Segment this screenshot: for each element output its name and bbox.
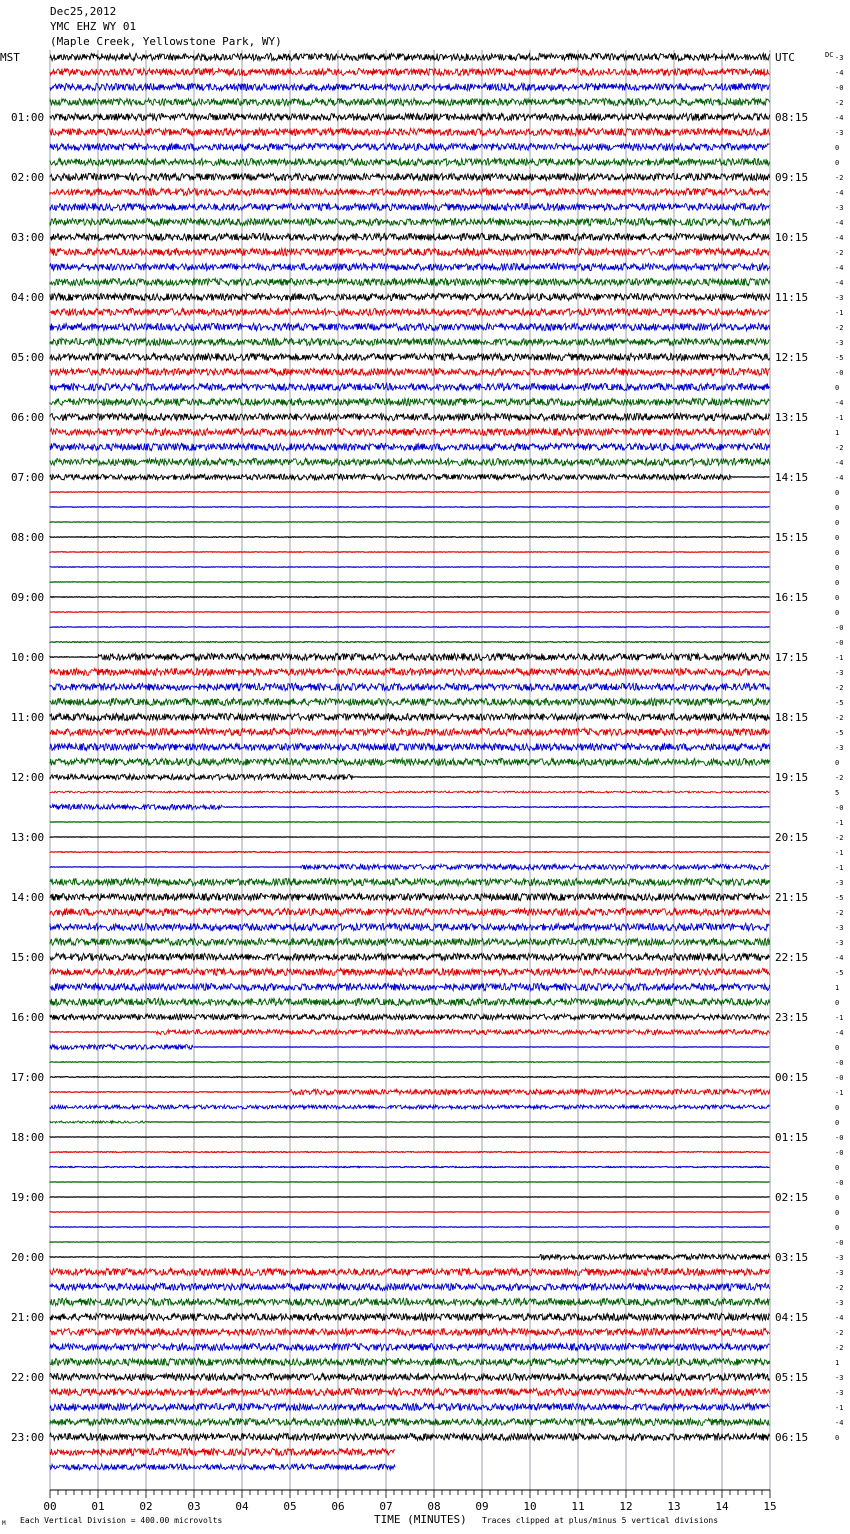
- trace-row-49-seg-0: [50, 791, 770, 793]
- utc-label: UTC: [775, 51, 795, 64]
- dc-offset-label: -2: [835, 774, 844, 782]
- trace-row-14-seg-0: [50, 263, 770, 270]
- trace-row-47-seg-0: [50, 758, 770, 765]
- dc-offset-label: -5: [835, 729, 844, 737]
- x-tick-label: 00: [43, 1500, 57, 1513]
- trace-row-88-seg-0: [50, 1373, 770, 1380]
- x-axis-title: TIME (MINUTES): [374, 1513, 467, 1526]
- trace-row-27-seg-0: [50, 458, 770, 465]
- dc-offset-label: 0: [835, 504, 840, 512]
- dc-offset-label: 0: [835, 579, 840, 587]
- dc-offset-label: 0: [835, 1044, 840, 1052]
- trace-row-46-seg-0: [50, 743, 770, 750]
- dc-offset-label: -2: [835, 909, 844, 917]
- trace-row-91-seg-0: [50, 1418, 770, 1425]
- dc-offset-label: 0: [835, 1209, 840, 1217]
- x-tick-label: 14: [715, 1500, 729, 1513]
- dc-offset-label: 5: [835, 789, 840, 797]
- dc-offset-label: -5: [835, 354, 844, 362]
- mst-label: 06:00: [11, 411, 45, 424]
- trace-row-33-seg-0: [50, 552, 770, 553]
- dc-offset-label: -1: [835, 309, 844, 317]
- mst-label: 08:00: [11, 531, 45, 544]
- x-tick-label: 03: [187, 1500, 201, 1513]
- dc-offset-header: DC: [825, 51, 834, 59]
- header-station: YMC EHZ WY 01: [50, 20, 137, 33]
- utc-label: 20:15: [775, 831, 809, 844]
- trace-row-80-seg-1: [540, 1254, 770, 1260]
- trace-row-89-seg-0: [50, 1388, 770, 1395]
- dc-offset-label: -3: [835, 669, 844, 677]
- dc-offset-label: 0: [835, 999, 840, 1007]
- mst-axis-title: MST: [0, 51, 20, 64]
- clip-note: Traces clipped at plus/minus 5 vertical divisions: [482, 1516, 719, 1525]
- mst-label: 21:00: [11, 1311, 45, 1324]
- dc-offset-label: -0: [835, 624, 844, 632]
- dc-offset-label: -3: [835, 939, 844, 947]
- utc-label: 15:15: [775, 531, 809, 544]
- mst-label: 16:00: [11, 1011, 45, 1024]
- utc-label: 13:15: [775, 411, 809, 424]
- utc-label: 14:15: [775, 471, 809, 484]
- mst-label: 04:00: [11, 291, 45, 304]
- dc-offset-label: -0: [835, 1149, 844, 1157]
- trace-row-3-seg-0: [50, 98, 770, 105]
- dc-offset-label: -4: [835, 69, 844, 77]
- dc-offset-label: 0: [835, 1434, 840, 1442]
- dc-offset-label: -1: [835, 819, 844, 827]
- trace-row-4-seg-0: [50, 113, 770, 120]
- header-location: (Maple Creek, Yellowstone Park, WY): [50, 35, 282, 48]
- trace-row-42-seg-0: [50, 683, 770, 690]
- trace-row-65-seg-1: [156, 1030, 770, 1035]
- dc-offset-label: -4: [835, 459, 844, 467]
- dc-offset-label: -2: [835, 249, 844, 257]
- dc-offset-label: -3: [835, 294, 844, 302]
- trace-row-41-seg-0: [50, 668, 770, 675]
- dc-offset-label: -5: [835, 894, 844, 902]
- x-tick-label: 05: [283, 1500, 297, 1513]
- utc-label: 11:15: [775, 291, 809, 304]
- dc-offset-label: -1: [835, 1089, 844, 1097]
- trace-row-81-seg-0: [50, 1268, 770, 1275]
- dc-offset-label: -0: [835, 1074, 844, 1082]
- dc-offset-label: -0: [835, 1239, 844, 1247]
- dc-offset-label: -4: [835, 1029, 844, 1037]
- scale-note: Each Vertical Division = 400.00 microvolts: [20, 1516, 223, 1525]
- trace-row-53-seg-0: [50, 852, 770, 853]
- dc-offset-label: -1: [835, 414, 844, 422]
- dc-offset-label: -3: [835, 744, 844, 752]
- trace-row-40-seg-1: [98, 653, 769, 660]
- dc-offset-label: -3: [835, 1269, 844, 1277]
- trace-row-43-seg-0: [50, 698, 770, 705]
- dc-offset-label: -4: [835, 474, 844, 482]
- mst-label: 10:00: [11, 651, 45, 664]
- dc-offset-label: -2: [835, 444, 844, 452]
- x-tick-label: 12: [619, 1500, 633, 1513]
- trace-row-44-seg-0: [50, 713, 770, 720]
- trace-row-36-seg-0: [50, 597, 770, 598]
- x-tick-label: 04: [235, 1500, 249, 1513]
- dc-offset-label: 0: [835, 564, 840, 572]
- dc-offset-label: -3: [835, 1389, 844, 1397]
- dc-offset-label: 0: [835, 1104, 840, 1112]
- utc-label: 19:15: [775, 771, 809, 784]
- utc-label: 06:15: [775, 1431, 809, 1444]
- trace-row-69-seg-0: [50, 1092, 289, 1093]
- utc-label: 10:15: [775, 231, 809, 244]
- trace-row-63-seg-0: [50, 998, 770, 1005]
- dc-offset-label: -3: [835, 204, 844, 212]
- trace-row-85-seg-0: [50, 1328, 770, 1335]
- trace-row-24-seg-0: [50, 413, 770, 420]
- dc-offset-label: -4: [835, 279, 844, 287]
- trace-row-1-seg-0: [50, 68, 770, 75]
- dc-offset-label: -0: [835, 1179, 844, 1187]
- dc-offset-label: -3: [835, 1374, 844, 1382]
- trace-row-15-seg-0: [50, 278, 770, 285]
- trace-row-87-seg-0: [50, 1358, 770, 1365]
- header-date: Dec25,2012: [50, 5, 117, 18]
- mst-label: 12:00: [11, 771, 45, 784]
- utc-label: 17:15: [775, 651, 809, 664]
- trace-row-73-seg-0: [50, 1152, 770, 1153]
- trace-row-82-seg-0: [50, 1283, 770, 1290]
- dc-offset-label: 0: [835, 1194, 840, 1202]
- x-tick-label: 13: [667, 1500, 681, 1513]
- dc-offset-label: 0: [835, 1119, 840, 1127]
- utc-label: 08:15: [775, 111, 809, 124]
- trace-row-86-seg-0: [50, 1343, 770, 1350]
- dc-offset-label: -4: [835, 234, 844, 242]
- trace-row-74-seg-0: [50, 1167, 770, 1168]
- trace-row-39-seg-0: [50, 642, 770, 643]
- trace-row-10-seg-0: [50, 203, 770, 210]
- trace-row-7-seg-0: [50, 158, 770, 165]
- mst-label: 23:00: [11, 1431, 45, 1444]
- trace-row-67-seg-0: [50, 1062, 770, 1063]
- trace-row-55-seg-0: [50, 878, 770, 885]
- utc-label: 03:15: [775, 1251, 809, 1264]
- x-tick-label: 11: [571, 1500, 585, 1513]
- mst-label: 14:00: [11, 891, 45, 904]
- trace-row-60-seg-0: [50, 953, 770, 960]
- trace-row-23-seg-0: [50, 398, 770, 405]
- trace-row-50-seg-0: [50, 804, 222, 810]
- dc-offset-label: 0: [835, 519, 840, 527]
- dc-offset-label: -3: [835, 1299, 844, 1307]
- trace-row-48-seg-1: [352, 777, 769, 778]
- trace-row-22-seg-0: [50, 383, 770, 390]
- trace-row-30-seg-0: [50, 507, 770, 508]
- mst-label: 01:00: [11, 111, 45, 124]
- trace-row-50-seg-1: [223, 807, 770, 808]
- trace-row-29-seg-0: [50, 492, 770, 493]
- trace-row-6-seg-0: [50, 143, 770, 150]
- trace-row-19-seg-0: [50, 338, 770, 345]
- trace-row-13-seg-0: [50, 248, 770, 255]
- trace-row-54-seg-1: [300, 864, 770, 869]
- dc-offset-label: -4: [835, 1419, 844, 1427]
- trace-row-40-seg-0: [50, 657, 98, 658]
- dc-offset-label: -2: [835, 684, 844, 692]
- trace-row-34-seg-0: [50, 567, 770, 568]
- trace-row-80-seg-0: [50, 1257, 539, 1258]
- dc-offset-label: -2: [835, 834, 844, 842]
- dc-offset-label: -3: [835, 1254, 844, 1262]
- trace-row-9-seg-0: [50, 188, 770, 195]
- dc-offset-label: -5: [835, 969, 844, 977]
- dc-offset-label: -4: [835, 1314, 844, 1322]
- trace-row-18-seg-0: [50, 323, 770, 330]
- dc-offset-label: -1: [835, 1014, 844, 1022]
- dc-offset-label: -2: [835, 714, 844, 722]
- dc-offset-label: 0: [835, 489, 840, 497]
- dc-offset-label: -4: [835, 189, 844, 197]
- footer-mark: M: [2, 1520, 6, 1527]
- dc-offset-label: -3: [835, 129, 844, 137]
- dc-offset-label: -4: [835, 954, 844, 962]
- dc-offset-label: -2: [835, 1344, 844, 1352]
- utc-label: 04:15: [775, 1311, 809, 1324]
- trace-row-62-seg-0: [50, 983, 770, 990]
- trace-row-65-seg-0: [50, 1032, 155, 1033]
- dc-offset-label: -2: [835, 1329, 844, 1337]
- trace-row-71-seg-0: [50, 1121, 146, 1123]
- dc-offset-label: -1: [835, 864, 844, 872]
- x-tick-label: 10: [523, 1500, 537, 1513]
- mst-label: 07:00: [11, 471, 45, 484]
- utc-label: 21:15: [775, 891, 809, 904]
- mst-label: 11:00: [11, 711, 45, 724]
- mst-label: 17:00: [11, 1071, 45, 1084]
- dc-offset-label: 0: [835, 1224, 840, 1232]
- trace-row-12-seg-0: [50, 233, 770, 240]
- utc-label: 05:15: [775, 1371, 809, 1384]
- trace-row-21-seg-0: [50, 368, 770, 375]
- trace-row-56-seg-0: [50, 893, 770, 900]
- trace-row-17-seg-0: [50, 308, 770, 315]
- x-tick-label: 06: [331, 1500, 345, 1513]
- dc-offset-label: -4: [835, 264, 844, 272]
- trace-row-26-seg-0: [50, 443, 770, 450]
- dc-offset-label: 0: [835, 384, 840, 392]
- trace-row-45-seg-0: [50, 728, 770, 735]
- dc-offset-label: 0: [835, 549, 840, 557]
- utc-label: 01:15: [775, 1131, 809, 1144]
- utc-label: 00:15: [775, 1071, 809, 1084]
- dc-offset-label: -0: [835, 84, 844, 92]
- dc-offset-label: -1: [835, 654, 844, 662]
- trace-row-92-seg-0: [50, 1433, 770, 1440]
- dc-offset-label: 0: [835, 159, 840, 167]
- dc-offset-label: -0: [835, 804, 844, 812]
- trace-row-84-seg-0: [50, 1313, 770, 1320]
- dc-offset-label: 0: [835, 609, 840, 617]
- trace-row-11-seg-0: [50, 218, 770, 225]
- dc-offset-label: -1: [835, 1404, 844, 1412]
- dc-offset-label: -5: [835, 699, 844, 707]
- utc-label: 22:15: [775, 951, 809, 964]
- x-tick-label: 15: [763, 1500, 777, 1513]
- utc-label: 18:15: [775, 711, 809, 724]
- trace-row-66-seg-0: [50, 1045, 194, 1050]
- dc-offset-label: -3: [835, 924, 844, 932]
- mst-label: 05:00: [11, 351, 45, 364]
- dc-offset-label: -2: [835, 324, 844, 332]
- trace-row-78-seg-0: [50, 1227, 770, 1228]
- utc-label: 09:15: [775, 171, 809, 184]
- trace-row-90-seg-0: [50, 1403, 770, 1410]
- trace-row-70-seg-0: [50, 1105, 770, 1109]
- dc-offset-label: 0: [835, 1164, 840, 1172]
- trace-row-20-seg-0: [50, 353, 770, 360]
- dc-offset-label: -0: [835, 1059, 844, 1067]
- trace-row-16-seg-0: [50, 293, 770, 300]
- mst-label: 20:00: [11, 1251, 45, 1264]
- dc-offset-label: -3: [835, 339, 844, 347]
- dc-offset-label: -4: [835, 399, 844, 407]
- dc-offset-label: -4: [835, 114, 844, 122]
- mst-label: 02:00: [11, 171, 45, 184]
- dc-offset-label: -1: [835, 849, 844, 857]
- utc-label: 02:15: [775, 1191, 809, 1204]
- trace-row-58-seg-0: [50, 923, 770, 930]
- utc-label: 23:15: [775, 1011, 809, 1024]
- mst-label: 18:00: [11, 1131, 45, 1144]
- dc-offset-label: -3: [835, 54, 844, 62]
- trace-row-38-seg-0: [50, 627, 770, 628]
- dc-offset-label: 0: [835, 144, 840, 152]
- dc-offset-label: -2: [835, 1284, 844, 1292]
- mst-label: 09:00: [11, 591, 45, 604]
- x-tick-label: 02: [139, 1500, 153, 1513]
- dc-offset-label: 0: [835, 594, 840, 602]
- trace-row-61-seg-0: [50, 968, 770, 975]
- dc-offset-label: -2: [835, 174, 844, 182]
- trace-row-83-seg-0: [50, 1298, 770, 1305]
- trace-row-2-seg-0: [50, 83, 770, 90]
- x-tick-label: 07: [379, 1500, 393, 1513]
- dc-offset-label: -0: [835, 1134, 844, 1142]
- trace-row-37-seg-0: [50, 612, 770, 613]
- time-axis: [43, 1490, 776, 1513]
- dc-offset-label: -3: [835, 879, 844, 887]
- seismic-traces: [50, 53, 770, 1470]
- dc-offset-label: -0: [835, 639, 844, 647]
- utc-label: 12:15: [775, 351, 809, 364]
- dc-offset-label: 1: [835, 1359, 840, 1367]
- dc-offset-label: -0: [835, 369, 844, 377]
- dc-offset-label: 1: [835, 429, 840, 437]
- trace-row-59-seg-0: [50, 938, 770, 945]
- trace-row-25-seg-0: [50, 428, 770, 435]
- utc-label: 16:15: [775, 591, 809, 604]
- mst-label: 19:00: [11, 1191, 45, 1204]
- dc-offset-label: 0: [835, 759, 840, 767]
- dc-offset-label: -4: [835, 219, 844, 227]
- trace-row-48-seg-0: [50, 774, 352, 780]
- trace-row-64-seg-0: [50, 1014, 770, 1020]
- trace-row-32-seg-0: [50, 537, 770, 538]
- trace-row-0-seg-0: [50, 53, 770, 60]
- x-tick-label: 08: [427, 1500, 441, 1513]
- x-tick-label: 01: [91, 1500, 105, 1513]
- mst-label: 13:00: [11, 831, 45, 844]
- x-tick-label: 09: [475, 1500, 489, 1513]
- dc-offset-label: -2: [835, 99, 844, 107]
- trace-row-68-seg-0: [50, 1077, 770, 1078]
- mst-label: 03:00: [11, 231, 45, 244]
- trace-row-8-seg-0: [50, 173, 770, 180]
- mst-label: 22:00: [11, 1371, 45, 1384]
- trace-row-94-seg-0: [50, 1464, 395, 1470]
- dc-offset-label: 0: [835, 534, 840, 542]
- mst-label: 15:00: [11, 951, 45, 964]
- trace-row-57-seg-0: [50, 908, 770, 915]
- dc-offset-label: 1: [835, 984, 840, 992]
- trace-row-28-seg-0: [50, 474, 731, 480]
- trace-row-5-seg-0: [50, 128, 770, 135]
- trace-row-93-seg-0: [50, 1448, 395, 1455]
